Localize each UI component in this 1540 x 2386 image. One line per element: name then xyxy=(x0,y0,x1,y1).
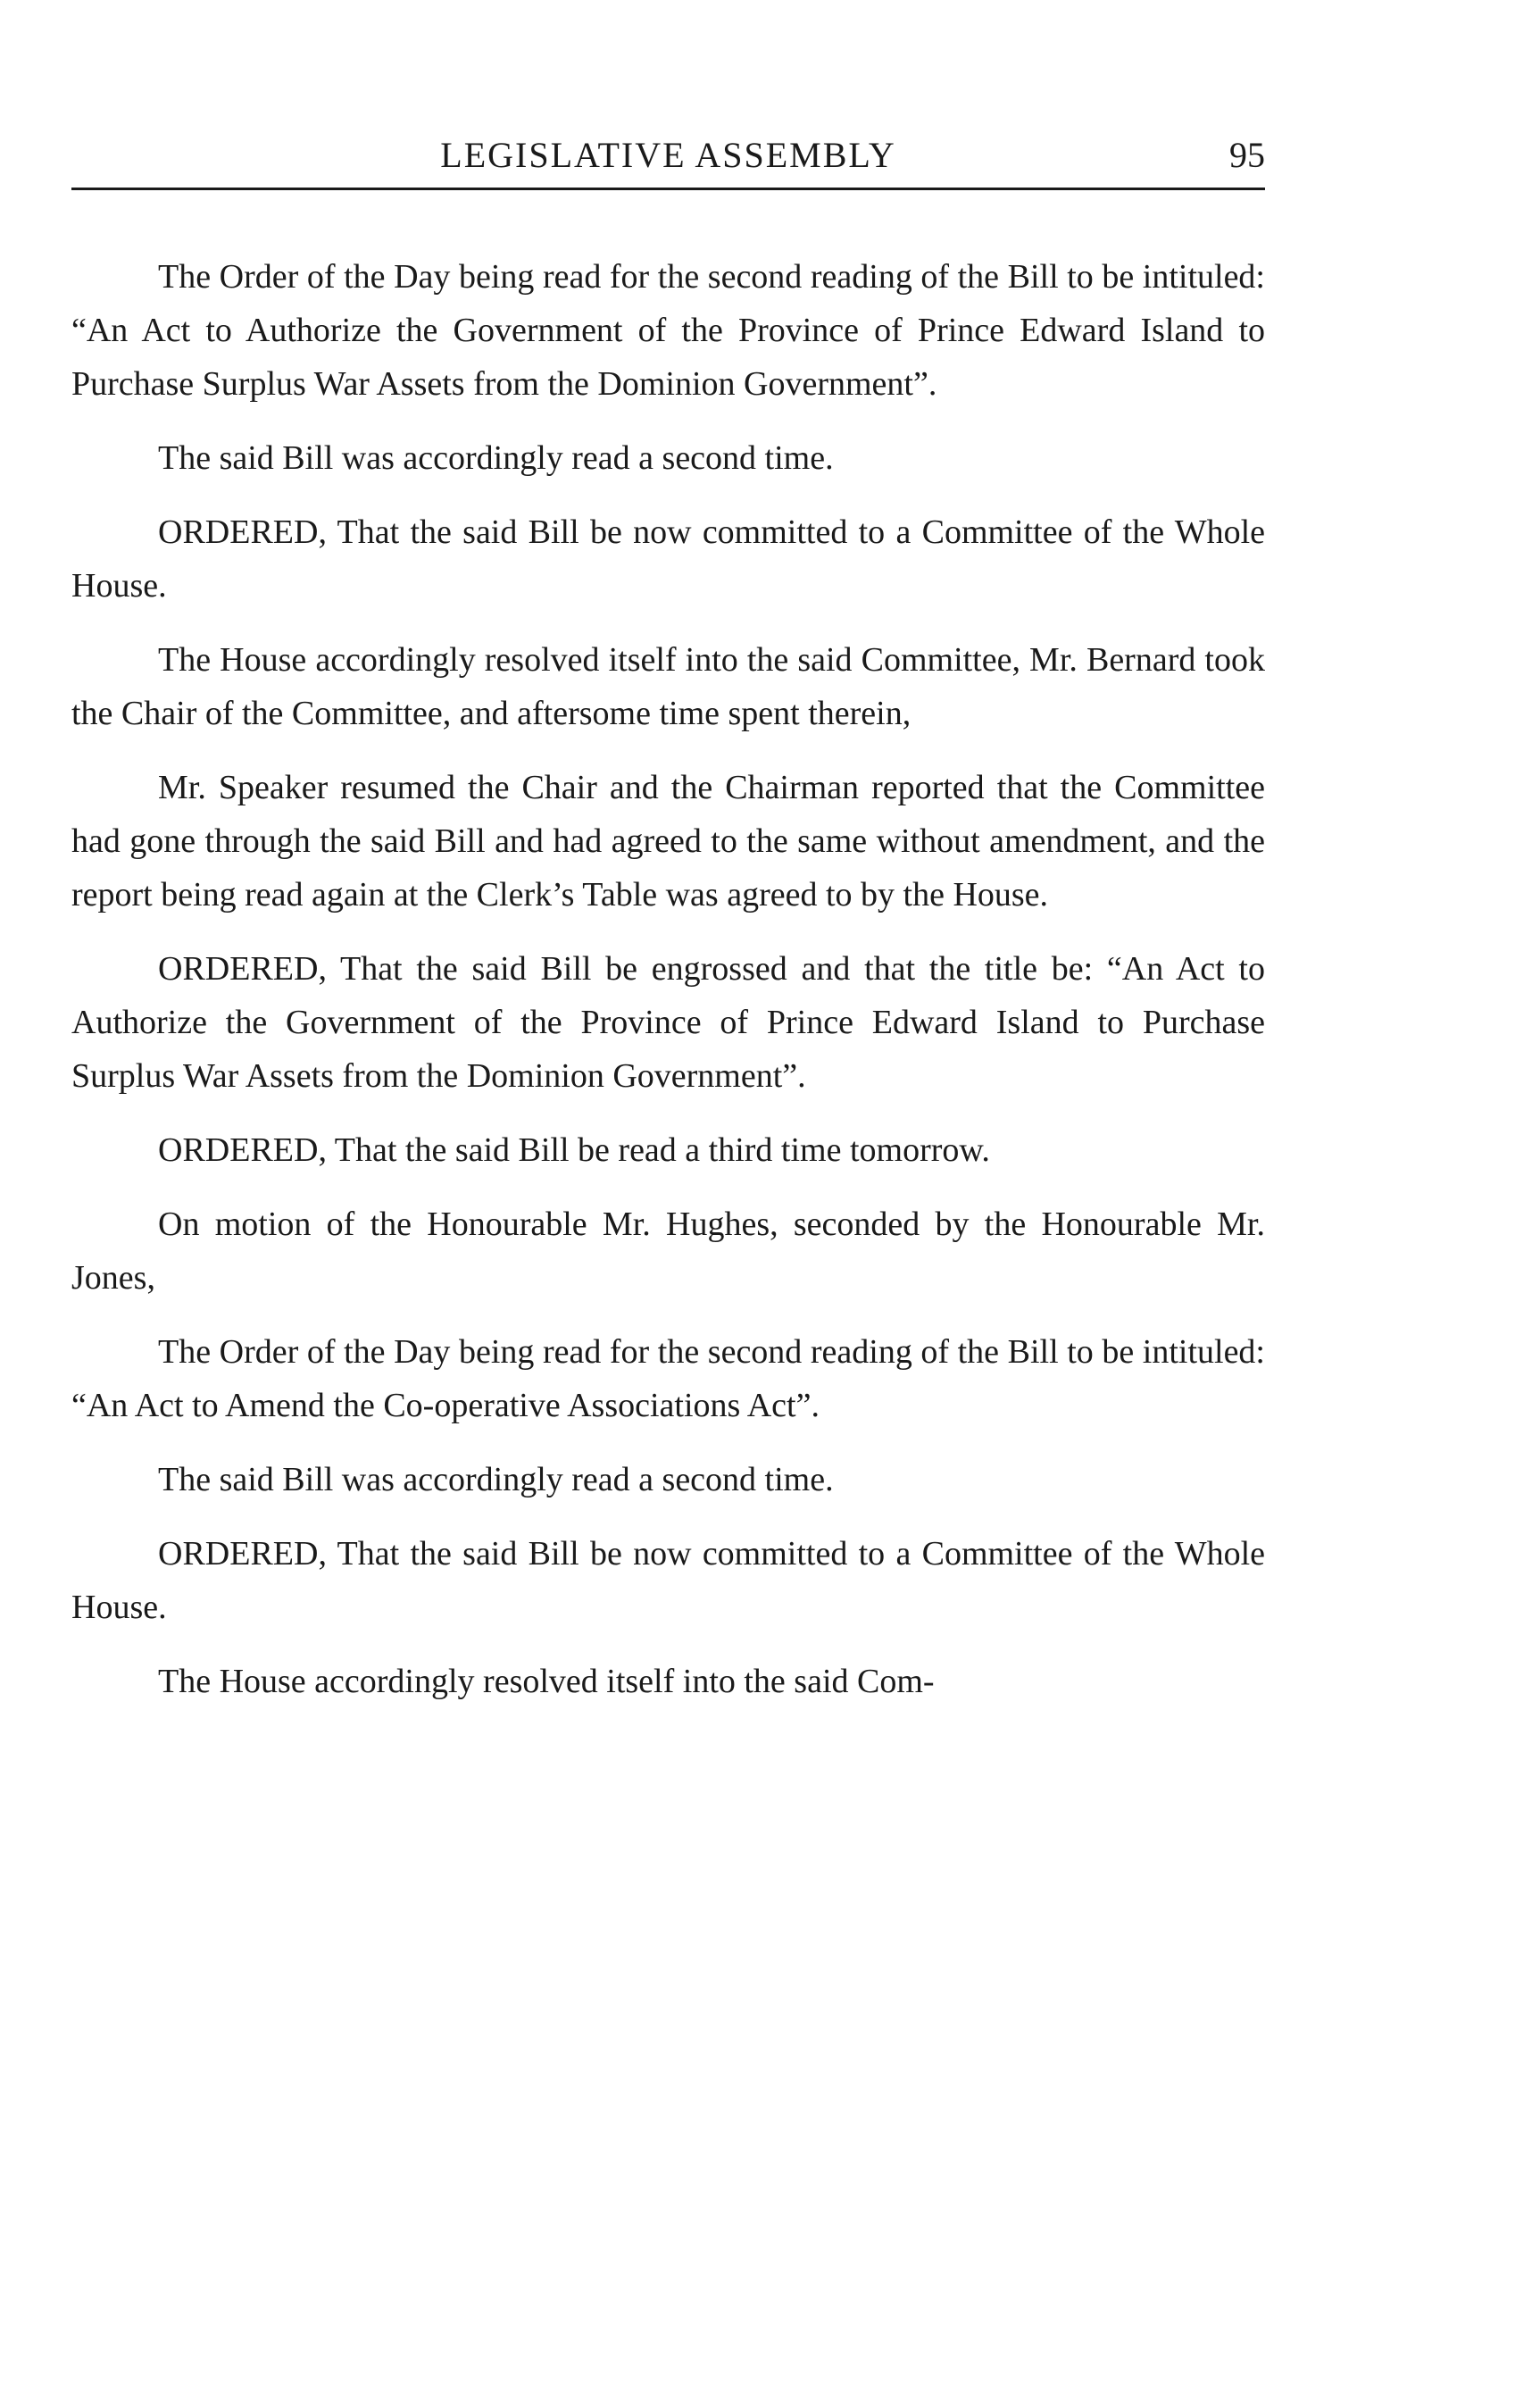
paragraph-ordered-third-reading: ORDERED, That the said Bill be read a third time tomorrow. xyxy=(158,1131,990,1169)
running-header xyxy=(71,134,1265,190)
paragraph-read-second-time: The said Bill was accordingly read a second time. xyxy=(158,439,834,477)
paragraph-second-reading-cooperative: The Order of the Day being read for the second reading of the Bill to be intituled: “An Act to Amend the Co-operative Associations Act”. xyxy=(71,1333,1265,1424)
paragraph-ordered-committed: ORDERED, That the said Bill be now committed to a Committee of the Whole House. xyxy=(71,513,1265,605)
paragraph-ordered-engrossed: ORDERED, That the said Bill be engrossed and that the title be: “An Act to Authorize the Government of the Province of Prince Edward Island to Purchase Surplus War Assets from the Dominion Government”. xyxy=(71,950,1265,1095)
page-number: 95 xyxy=(1229,135,1265,175)
paragraph-second-reading-surplus-war-assets: The Order of the Day being read for the second reading of the Bill to be intituled: “An Act to Authorize the Government of the Province of Prince Edward Island to Purchase Surplus War Assets from the Dominion Government”. xyxy=(71,258,1265,403)
paragraph-motion: On motion of the Honourable Mr. Hughes, seconded by the Honourable Mr. Jones, xyxy=(71,1206,1265,1297)
paragraph-house-resolved-2: The House accordingly resolved itself into the said Com- xyxy=(158,1663,935,1700)
paragraph-read-second-time-2: The said Bill was accordingly read a second time. xyxy=(158,1461,834,1498)
paragraph-ordered-committed-2: ORDERED, That the said Bill be now committed to a Committee of the Whole House. xyxy=(71,1535,1265,1626)
paragraph-house-resolved: The House accordingly resolved itself into the said Committee, Mr. Bernard took the Chair of the Committee, and aftersome time spent therein, xyxy=(71,641,1265,732)
running-title: LEGISLATIVE ASSEMBLY xyxy=(440,135,896,175)
body-text xyxy=(71,250,1265,1729)
paragraph-speaker-resumed: Mr. Speaker resumed the Chair and the Chairman reported that the Committee had gone through the said Bill and had agreed to the same without amendment, and the report being read again at the Clerk’s Table was agreed to by the House. xyxy=(71,769,1265,914)
